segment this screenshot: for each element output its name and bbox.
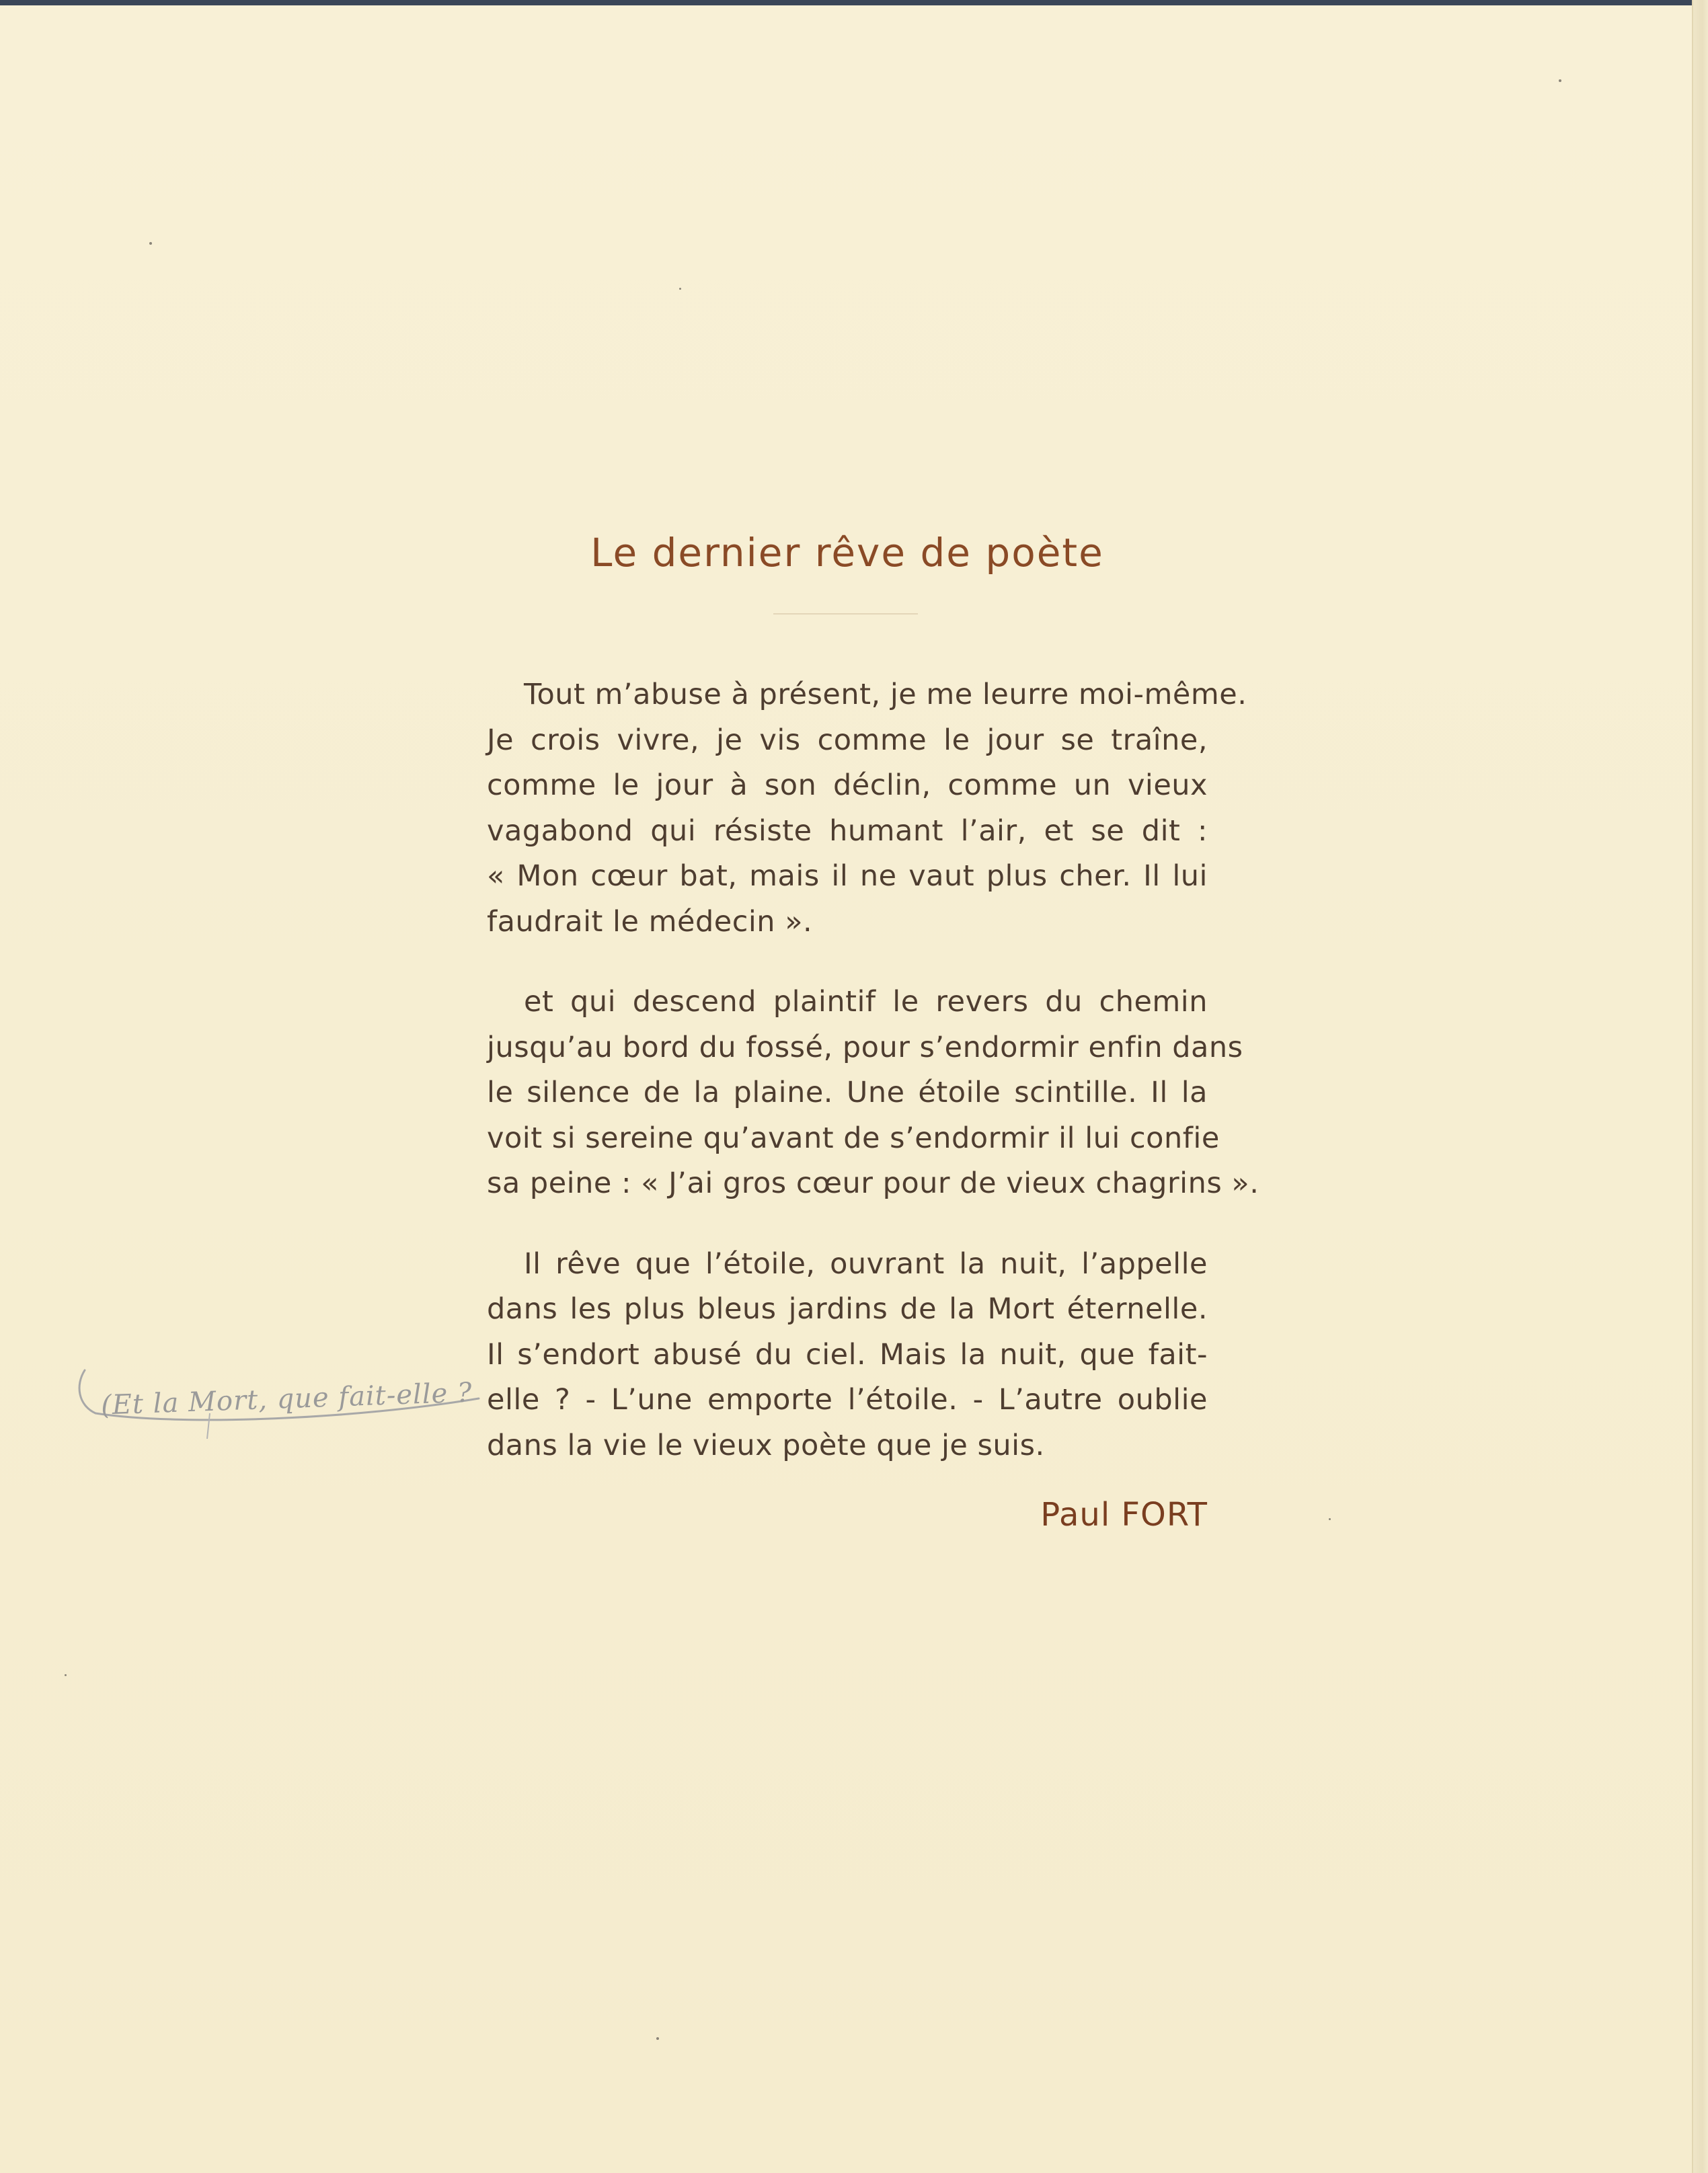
paper-speck [679,288,681,290]
page-fold-edge [1692,0,1708,2173]
poem-line: jusqu’au bord du fossé, pour s’endormir enfin dans [487,1030,1243,1064]
page-title: Le dernier rêve de poète [590,530,1104,576]
poem-line: et qui descend plaintif le revers du chemin [524,985,1208,1019]
paper-speck [1559,79,1561,82]
stanza-3 [487,1242,1208,1469]
author-signature: Paul FORT [1040,1496,1208,1534]
poem-line: le silence de la plaine. Une étoile scintille. Il la [487,1076,1208,1109]
paper-speck [149,242,152,245]
poem-line: Il s’endort abusé du ciel. Mais la nuit, que fait- [487,1337,1208,1372]
poem-line: sa peine : « J’ai gros cœur pour de vieux chagrins ». [487,1167,1259,1200]
stanza-1 [487,672,1247,945]
stanza-2 [487,980,1259,1207]
pencil-margin-note [75,1365,506,1446]
poem-body [487,672,1259,1503]
poem-line: dans la vie le vieux poète que je suis. [487,1428,1045,1462]
scan-top-edge [0,0,1708,5]
poem-line: vagabond qui résiste humant l’air, et se dit : [487,814,1208,848]
poem-line: faudrait le médecin ». [487,904,813,939]
poem-line: « Mon cœur bat, mais il ne vaut plus cher. Il lui [487,859,1208,893]
poem-line: voit si sereine qu’avant de s’endormir il lui confie [487,1121,1220,1155]
poem-line: comme le jour à son déclin, comme un vieux [487,768,1208,802]
poem-line: elle ? - L’une emporte l’étoile. - L’autre oublie [487,1383,1208,1417]
poem-line: Je crois vivre, je vis comme le jour se traîne, [487,723,1208,757]
margin-note-text: (Et la Mort, que fait-elle ? [100,1377,473,1421]
paper-speck [65,1674,67,1676]
paper-speck [1329,1518,1331,1520]
poem-line: Il rêve que l’étoile, ouvrant la nuit, l’appelle [524,1247,1208,1281]
title-divider [773,613,918,615]
poem-line: dans les plus bleus jardins de la Mort éternelle. [487,1292,1208,1326]
paper-speck [656,2037,659,2040]
poem-line: Tout m’abuse à présent, je me leurre moi-même. [524,678,1247,711]
